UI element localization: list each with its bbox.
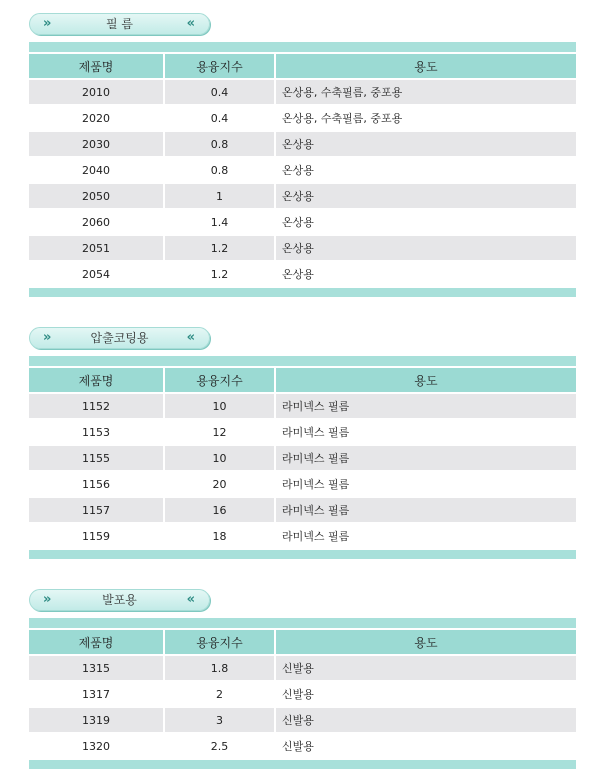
cell-product-name: 2050 (29, 182, 165, 208)
cell-usage: 온상용 (276, 130, 576, 156)
cell-melt-index: 0.4 (165, 104, 276, 130)
cell-product-name: 1153 (29, 418, 165, 444)
section-title-pill (29, 13, 210, 35)
table-row (29, 156, 576, 182)
cell-product-name: 1155 (29, 444, 165, 470)
header-melt-index: 용융지수 (165, 628, 276, 654)
table-header-row (29, 628, 576, 654)
cell-melt-index: 12 (165, 418, 276, 444)
cell-product-name: 1319 (29, 706, 165, 732)
cell-melt-index: 20 (165, 470, 276, 496)
table-header-row (29, 366, 576, 392)
double-chevron-left-icon: « (186, 16, 195, 31)
table-row (29, 522, 576, 548)
table-row (29, 418, 576, 444)
cell-usage: 온상용 (276, 260, 576, 286)
cell-usage: 온상용, 수축필름, 중포용 (276, 104, 576, 130)
cell-product-name: 2040 (29, 156, 165, 182)
cell-usage: 신발용 (276, 732, 576, 758)
double-chevron-left-icon: « (186, 592, 195, 607)
table-row (29, 260, 576, 286)
cell-product-name: 2051 (29, 234, 165, 260)
cell-usage: 온상용 (276, 156, 576, 182)
cell-product-name: 1317 (29, 680, 165, 706)
cell-usage: 라미넥스 필름 (276, 392, 576, 418)
cell-product-name: 1320 (29, 732, 165, 758)
header-melt-index: 용융지수 (165, 366, 276, 392)
cell-usage: 라미넥스 필름 (276, 470, 576, 496)
section-title: 압출코팅용 (90, 331, 149, 345)
cell-product-name: 2020 (29, 104, 165, 130)
section-title: 발포용 (102, 593, 137, 607)
cell-melt-index: 1.2 (165, 234, 276, 260)
cell-product-name: 1157 (29, 496, 165, 522)
header-melt-index: 용융지수 (165, 52, 276, 78)
table-row (29, 182, 576, 208)
double-chevron-right-icon: » (43, 592, 52, 607)
table-row (29, 444, 576, 470)
table-bottom-bar (29, 550, 576, 559)
cell-melt-index: 1.2 (165, 260, 276, 286)
cell-usage: 라미넥스 필름 (276, 444, 576, 470)
cell-usage: 신발용 (276, 706, 576, 732)
section-title-pill (29, 589, 210, 611)
product-table (29, 628, 576, 758)
table-row (29, 104, 576, 130)
section-title-pill (29, 327, 210, 349)
cell-melt-index: 2 (165, 680, 276, 706)
cell-product-name: 1159 (29, 522, 165, 548)
cell-melt-index: 16 (165, 496, 276, 522)
cell-product-name: 2060 (29, 208, 165, 234)
header-product-name: 제품명 (29, 366, 165, 392)
table-row (29, 732, 576, 758)
cell-melt-index: 1.4 (165, 208, 276, 234)
table-row (29, 470, 576, 496)
cell-melt-index: 10 (165, 392, 276, 418)
table-row (29, 78, 576, 104)
table-row (29, 208, 576, 234)
double-chevron-left-icon: « (186, 330, 195, 345)
table-top-bar (29, 42, 576, 52)
table-row (29, 706, 576, 732)
double-chevron-right-icon: » (43, 330, 52, 345)
product-table (29, 366, 576, 548)
table-row (29, 496, 576, 522)
cell-usage: 라미넥스 필름 (276, 522, 576, 548)
cell-product-name: 2010 (29, 78, 165, 104)
header-usage: 용도 (276, 628, 576, 654)
cell-usage: 온상용 (276, 182, 576, 208)
cell-melt-index: 1 (165, 182, 276, 208)
cell-product-name: 1152 (29, 392, 165, 418)
table-row (29, 654, 576, 680)
cell-usage: 신발용 (276, 654, 576, 680)
cell-melt-index: 0.8 (165, 130, 276, 156)
cell-melt-index: 0.8 (165, 156, 276, 182)
table-row (29, 392, 576, 418)
cell-product-name: 2054 (29, 260, 165, 286)
cell-usage: 신발용 (276, 680, 576, 706)
header-usage: 용도 (276, 52, 576, 78)
table-row (29, 680, 576, 706)
table-top-bar (29, 618, 576, 628)
cell-usage: 온상용 (276, 208, 576, 234)
header-product-name: 제품명 (29, 628, 165, 654)
cell-usage: 온상용 (276, 234, 576, 260)
cell-usage: 라미넥스 필름 (276, 496, 576, 522)
cell-melt-index: 0.4 (165, 78, 276, 104)
cell-product-name: 1156 (29, 470, 165, 496)
cell-melt-index: 2.5 (165, 732, 276, 758)
cell-usage: 라미넥스 필름 (276, 418, 576, 444)
cell-melt-index: 18 (165, 522, 276, 548)
cell-melt-index: 1.8 (165, 654, 276, 680)
section-extrusion-coating (29, 327, 576, 559)
header-usage: 용도 (276, 366, 576, 392)
cell-melt-index: 3 (165, 706, 276, 732)
cell-product-name: 1315 (29, 654, 165, 680)
cell-usage: 온상용, 수축필름, 중포용 (276, 78, 576, 104)
table-bottom-bar (29, 760, 576, 769)
table-row (29, 130, 576, 156)
cell-product-name: 2030 (29, 130, 165, 156)
section-foam (29, 589, 576, 769)
product-table (29, 52, 576, 286)
section-title: 필 름 (106, 17, 133, 31)
table-bottom-bar (29, 288, 576, 297)
header-product-name: 제품명 (29, 52, 165, 78)
section-film (29, 13, 576, 297)
table-header-row (29, 52, 576, 78)
cell-melt-index: 10 (165, 444, 276, 470)
table-top-bar (29, 356, 576, 366)
table-row (29, 234, 576, 260)
double-chevron-right-icon: » (43, 16, 52, 31)
